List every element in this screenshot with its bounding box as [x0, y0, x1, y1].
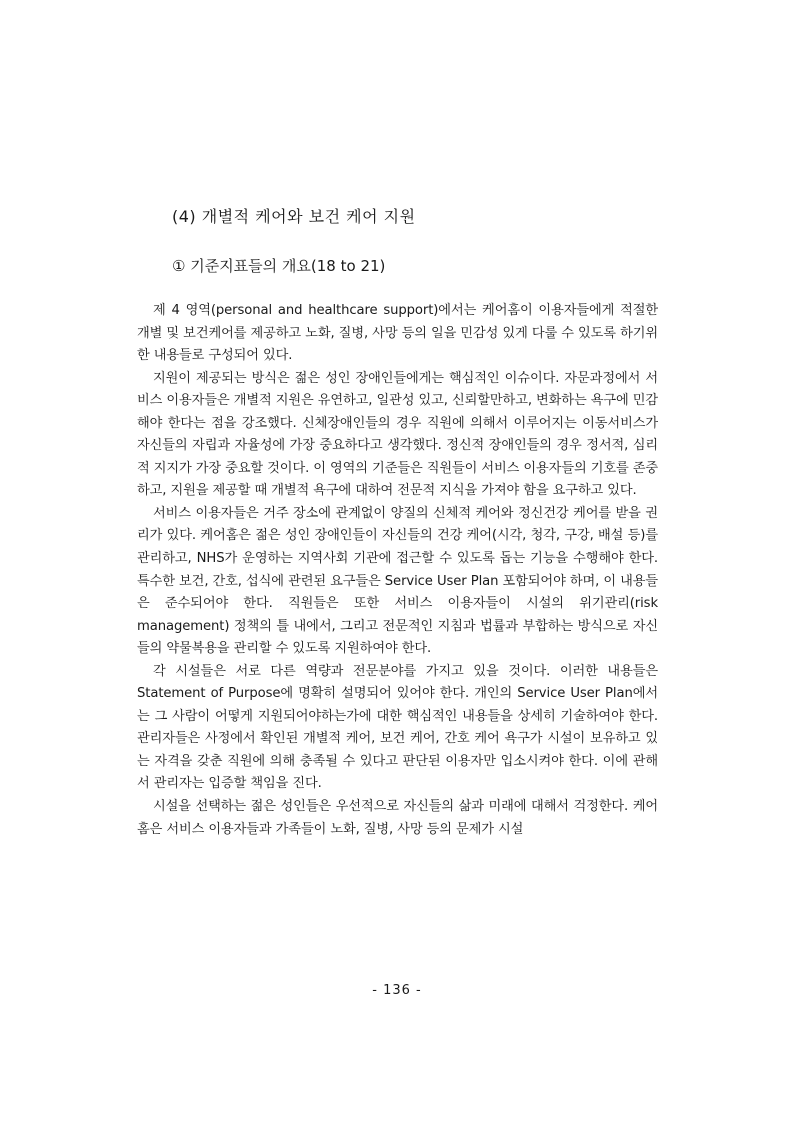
- paragraph: 시설을 선택하는 젊은 성인들은 우선적으로 자신들의 삶과 미래에 대해서 걱정한다. 케어홈은 서비스 이용자들과 가족들이 노화, 질병, 사망 등의 문제가 시설: [137, 799, 658, 837]
- sub-heading: ① 기준지표들의 개요(18 to 21): [172, 257, 386, 275]
- paragraph: 지원이 제공되는 방식은 젊은 성인 장애인들에게는 핵심적인 이슈이다. 자문과정에서 서비스 이용자들은 개별적 지원은 유연하고, 일관성 있고, 신뢰할만하고, 변화하는 욕구에 민감해야 한다는 점을 강조했다. 신체장애인들의 경우 직원에 의해서 이루어지는 이동서비스가 자신들의 자립과 자율성에 가장 중요하다고 생각했다. 정신적 장애인들의 경우 정서적, 심리적 지지가 가장 중요할 것이다. 이 영역의 기준들은 직원들이 서비스 이용자들의 기호를 존중하고, 지원을 제공할 때 개별적 욕구에 대하여 전문적 지식을 가져야 함을 요구하고 있다.: [137, 370, 658, 499]
- body-text: [137, 300, 658, 841]
- paragraph: 각 시설들은 서로 다른 역량과 전문분야를 가지고 있을 것이다. 이러한 내용들은 Statement of Purpose에 명확히 설명되어 있어야 한다. 개인의 Service User Plan에서는 그 사람이 어떻게 지원되어야하는가에 대한 핵심적인 내용들을 상세히 기술하여야 한다. 관리자들은 사정에서 확인된 개별적 케어, 보건 케어, 간호 케어 욕구가 시설이 보유하고 있는 자격을 갖춘 직원에 의해 충족될 수 있다고 판단된 이용자만 입소시켜야 한다. 이에 관해서 관리자는 입증할 책임을 진다.: [137, 663, 658, 792]
- page-number: - 136 -: [372, 983, 422, 998]
- paragraph: 서비스 이용자들은 거주 장소에 관계없이 양질의 신체적 케어와 정신건강 케어를 받을 권리가 있다. 케어홈은 젊은 성인 장애인들이 자신들의 건강 케어(시각, 청각, 구강, 배설 등)를 관리하고, NHS가 운영하는 지역사회 기관에 접근할 수 있도록 돕는 기능을 수행해야 한다. 특수한 보건, 간호, 섭식에 관련된 요구들은 Service User Plan 포함되어야 하며, 이 내용들은 준수되어야 한다. 직원들은 또한 서비스 이용자들이 시설의 위기관리(risk management) 정책의 틀 내에서, 그리고 전문적인 지침과 법률과 부합하는 방식으로 자신들의 약물복용을 관리할 수 있도록 지원하여야 한다.: [137, 505, 658, 657]
- section-heading: (4) 개별적 케어와 보건 케어 지원: [172, 207, 416, 226]
- paragraph: 제 4 영역(personal and healthcare support)에서는 케어홈이 이용자들에게 적절한 개별 및 보건케어를 제공하고 노화, 질병, 사망 등의 일을 민감성 있게 다룰 수 있도록 하기위한 내용들로 구성되어 있다.: [137, 303, 658, 364]
